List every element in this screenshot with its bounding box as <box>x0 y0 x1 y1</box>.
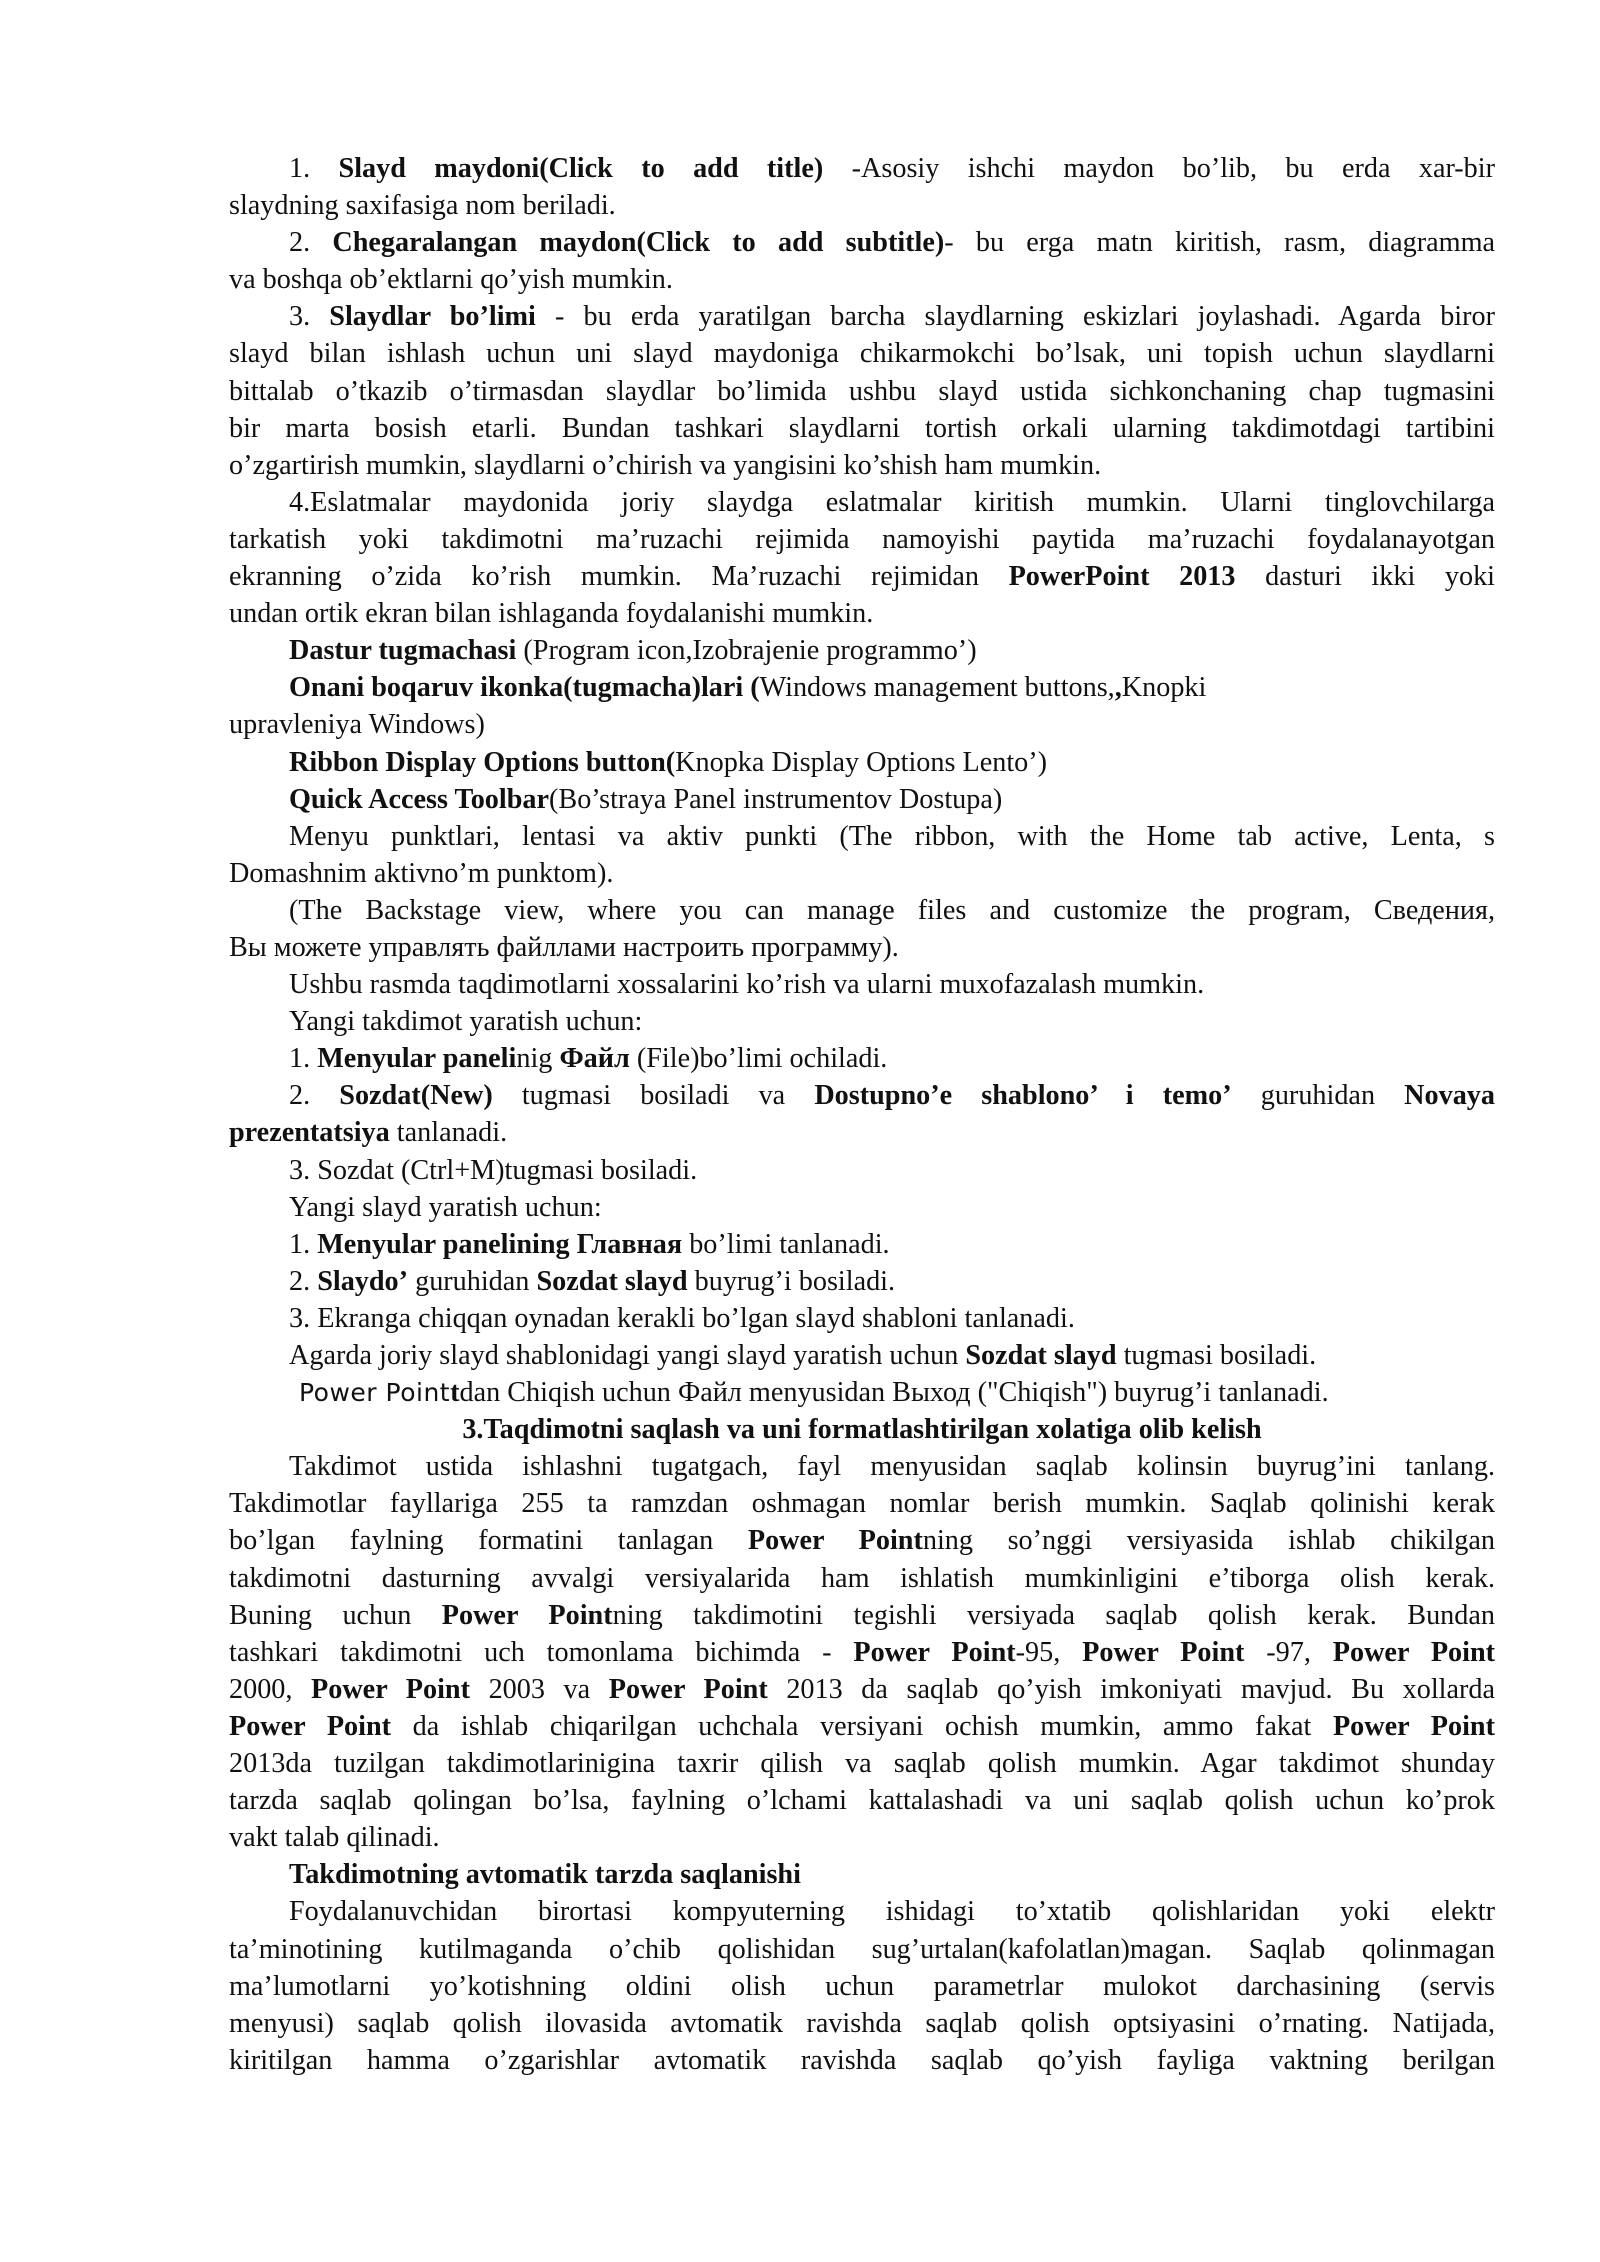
text-run: bo’limi tanlanadi. <box>682 1228 890 1260</box>
text-run: - bu erga matn kiritish, rasm, diagramma <box>944 227 1495 259</box>
section-3-line-4: takdimotni dasturning avvalgi versiyalarida ham ishlatish mumkinligini e’tiborga olish kerak. <box>229 1562 1495 1594</box>
new-presentation-step-2 <box>229 1077 1495 1114</box>
term-bold: Slayd maydoni(Click to add title) <box>338 153 824 184</box>
text-run: ning so’nggi versiyasida ishlab chikilgan <box>922 1525 1495 1557</box>
section-3-line-9: 2013da tuzilgan takdimotlarinigina taxrir qilish va saqlab qolish mumkin. Agar takdimot shunday <box>229 1748 1495 1780</box>
section-3-title <box>229 1411 1495 1448</box>
item-4-line-4: undan ortik ekran bilan ishlaganda foydalanishi mumkin. <box>229 598 874 630</box>
section-3-line-8 <box>229 1708 1495 1745</box>
new-slide-step-1 <box>229 1226 1495 1263</box>
term-bold: Sozdat slayd <box>965 1340 1117 1371</box>
window-buttons-cont: upravleniya Windows) <box>229 709 485 741</box>
autosave-heading <box>229 1856 1495 1893</box>
item-4-line-2: tarkatish yoki takdimotni ma’ruzachi rejimida namoyishi paytida ma’ruzachi foydalanayotgan <box>229 523 1495 555</box>
new-slide-note <box>229 1337 1495 1374</box>
text-run: Ekranga chiqqan oynadan kerakli bo’lgan slayd shabloni tanlanadi. <box>317 1302 1075 1334</box>
section-3-line-6 <box>229 1634 1495 1671</box>
section-3-line-1: Takdimot ustida ishlashni tugatgach, fayl menyusidan saqlab kolinsin buyrug’ini tanlang. <box>289 1451 1495 1483</box>
item-3-line-4: bir marta bosish etarli. Bundan tashkari slaydlarni tortish orkali ularning takdimotdagi tartibini <box>229 412 1495 444</box>
autosave-line-2: ta’minotining kutilmaganda o’chib qolishidan sug’urtalan(kafolatlan)magan. Saqlab qolinmagan <box>229 1933 1495 1965</box>
text-run: -97, <box>1244 1636 1333 1668</box>
term-bold: Chegaralangan maydon(Click to add subtitle) <box>332 227 945 259</box>
autosave-line-1: Foydalanuvchidan birortasi kompyuterning ishidagi to’xtatib qolishlaridan yoki elektr <box>289 1896 1495 1928</box>
text-run: guruhidan <box>408 1265 537 1297</box>
text-run: (Program icon,Izobrajenie programmo’) <box>516 635 977 667</box>
section-3-line-11: vakt talab qilinadi. <box>229 1822 440 1854</box>
term-bold: Power Point <box>1332 1636 1495 1668</box>
term-bold: Dostupno’e shablono’ i temo’ <box>814 1080 1232 1112</box>
item-number: 2. <box>289 227 311 259</box>
text-run: - bu erda yaratilgan barcha slaydlarning eskizlari joylashadi. Agarda biror <box>535 301 1495 333</box>
new-presentation-heading: Yangi takdimot yaratish uchun: <box>289 1006 643 1038</box>
term-bold: Power Point <box>1332 1710 1495 1742</box>
term-bold: Quick Access Toolbar <box>289 783 549 815</box>
text-run: dan Chiqish uchun Файл menyusidan Выход ("Chiqish") buyrug’i tanlanadi. <box>459 1377 1329 1409</box>
term-bold: Sozdat slayd <box>536 1265 688 1297</box>
text-run: 2003 va <box>470 1673 609 1705</box>
text-run: Knopki <box>1121 672 1207 704</box>
text-run: (Bo’straya Panel instrumentov Dostupa) <box>549 783 1003 815</box>
item-1-line-2: slaydning saxifasiga nom beriladi. <box>229 190 616 222</box>
new-presentation-step-1 <box>229 1040 1495 1077</box>
new-presentation-step-3 <box>229 1152 1495 1189</box>
text-run: 2013 da saqlab qo’yish imkoniyati mavjud. Bu xollarda <box>767 1673 1495 1705</box>
text-run: guruhidan <box>1231 1080 1405 1112</box>
menu-line-2: Domashnim aktivno’m punktom). <box>229 857 614 889</box>
term-bold: Power Point <box>853 1636 1016 1668</box>
item-number: 1. <box>289 153 311 184</box>
backstage-line-1: (The Backstage view, where you can manage files and customize the program, Сведения, <box>289 894 1495 926</box>
new-slide-step-3 <box>229 1300 1495 1337</box>
text-run: 2000, <box>229 1673 312 1705</box>
section-3-line-7 <box>229 1671 1495 1708</box>
ribbon-options-line <box>229 744 1495 781</box>
quick-access-line <box>229 781 1495 818</box>
new-slide-heading: Yangi slayd yaratish uchun: <box>289 1191 602 1223</box>
term-bold: , <box>1114 672 1122 704</box>
text-run: bo’lgan faylning formatini tanlagan <box>229 1525 748 1557</box>
text-run: tanlanadi. <box>389 1117 508 1149</box>
item-number: 3. <box>289 1154 311 1186</box>
item-3-line-5: o’zgartirish mumkin, slaydlarni o’chirish va yangisini ko’shish ham mumkin. <box>229 449 1102 481</box>
section-3-line-2: Takdimotlar fayllariga 255 ta ramzdan oshmagan nomlar berish mumkin. Saqlab qolinishi kerak <box>229 1488 1495 1520</box>
text-run: ekranning o’zida ko’rish mumkin. Ma’ruzachi rejimidan <box>229 561 1009 593</box>
text-run: nig <box>516 1043 560 1075</box>
text-run: Sozdat (Ctrl+M)tugmasi bosiladi. <box>317 1154 698 1186</box>
exit-line <box>229 1374 1495 1411</box>
term-bold: Power Point <box>229 1710 392 1742</box>
text-run: buyrug’i bosiladi. <box>687 1265 896 1297</box>
text-run: ning takdimotini tegishli versiyada saqlab qolish kerak. Bundan <box>612 1599 1495 1631</box>
window-buttons-line <box>229 669 1495 706</box>
autosave-line-3: ma’lumotlarni yo’kotishning oldini olish uchun parametrlar mulokot darchasining (servis <box>229 1970 1495 2002</box>
term-bold: Dastur tugmachasi <box>289 635 517 667</box>
text-run: Buning uchun <box>229 1599 442 1631</box>
autosave-line-4: menyusi) saqlab qolish ilovasida avtomatik ravishda saqlab qolish optsiyasini o’rnating. Natijada, <box>229 2007 1495 2039</box>
item-3-line-3: bittalab o’tkazib o’tirmasdan slaydlar bo’limida ushbu slayd ustida sichkonchaning chap tugmasini <box>229 375 1495 407</box>
item-1-line-1 <box>229 150 1495 187</box>
text-run: tashkari takdimotni uch tomonlama bichimda - <box>229 1636 854 1668</box>
item-3-line-2: slayd bilan ishlash uchun uni slayd maydoniga chikarmokchi bo’lsak, uni topish uchun slaydlarni <box>229 338 1495 370</box>
menu-line-1: Menyu punktlari, lentasi va aktiv punkti (The ribbon, with the Home tab active, Lenta, s <box>289 820 1495 852</box>
term-bold: Power Point <box>747 1525 923 1557</box>
term-bold: Power Point <box>441 1599 613 1631</box>
item-number: 3. <box>289 301 311 333</box>
section-3-line-10: tarzda saqlab qolingan bo’lsa, faylning o’lchami kattalashadi va uni saqlab qolish uchun ko’prok <box>229 1785 1495 1817</box>
item-number: 1. <box>289 1228 311 1260</box>
item-3-line-1 <box>229 298 1495 335</box>
section-subtitle: Takdimotning avtomatik tarzda saqlanishi <box>289 1859 801 1891</box>
text-run: -Asosiy ishchi maydon bo’lib, bu erda xar-bir <box>823 153 1495 184</box>
new-presentation-step-2-cont <box>229 1114 1495 1151</box>
term-bold: t <box>450 1377 460 1409</box>
term-bold: Файл <box>559 1043 630 1075</box>
term-bold: Sozdat(New) <box>339 1080 493 1112</box>
program-icon-line <box>229 632 1495 669</box>
term-bold: Novaya <box>1404 1080 1495 1112</box>
term-bold: Menyular paneli <box>317 1043 517 1075</box>
text-run: Agarda joriy slayd shablonidagi yangi slayd yaratish uchun <box>289 1340 966 1371</box>
term-bold: Onani boqaruv ikonka(tugmacha)lari ( <box>289 672 760 704</box>
text-run: Knopka Display Options Lento’) <box>675 746 1048 778</box>
term-bold: PowerPoint 2013 <box>1008 561 1236 593</box>
section-title: 3.Taqdimotni saqlash va uni formatlashtirilgan xolatiga olib kelish <box>462 1414 1262 1446</box>
term-bold: Slaydo’ <box>317 1265 409 1297</box>
document-page <box>229 150 1495 2079</box>
item-2-line-1 <box>229 224 1495 261</box>
new-slide-step-2 <box>229 1263 1495 1300</box>
term-bold: prezentatsiya <box>229 1117 390 1149</box>
section-3-line-5 <box>229 1597 1495 1634</box>
item-4-line-1: 4.Eslatmalar maydonida joriy slaydga eslatmalar kiritish mumkin. Ularni tinglovchilarga <box>289 486 1495 518</box>
text-run: da ishlab chiqarilgan uchchala versiyani ochish mumkin, ammo fakat <box>391 1710 1333 1742</box>
term-bold: Ribbon Display Options button( <box>289 746 676 778</box>
text-run: Windows management buttons, <box>759 672 1115 704</box>
text-run: dasturi ikki yoki <box>1235 561 1495 593</box>
text-run: Power Point <box>299 1378 451 1408</box>
term-bold: Slaydlar bo’limi <box>329 301 536 333</box>
term-bold: Power Point <box>1082 1636 1245 1668</box>
text-run: (File)bo’limi ochiladi. <box>629 1043 888 1075</box>
item-number: 2. <box>289 1265 311 1297</box>
item-number: 1. <box>289 1043 311 1075</box>
term-bold: Power Point <box>608 1673 768 1705</box>
section-3-line-3 <box>229 1522 1495 1559</box>
text-run: tugmasi bosiladi. <box>1116 1340 1317 1371</box>
item-number: 2. <box>289 1080 311 1112</box>
term-bold: Menyular panelining Главная <box>317 1228 683 1260</box>
item-number: 3. <box>289 1302 311 1334</box>
text-run: tugmasi bosiladi va <box>492 1080 815 1112</box>
text-run: -95, <box>1015 1636 1083 1668</box>
item-4-line-3 <box>229 558 1495 595</box>
term-bold: Power Point <box>311 1673 470 1705</box>
properties-line: Ushbu rasmda taqdimotlarni xossalarini ko’rish va ularni muxofazalash mumkin. <box>289 969 1205 1001</box>
backstage-line-2: Вы можете управлять файллами настроить программу). <box>229 931 899 963</box>
autosave-line-5: kiritilgan hamma o’zgarishlar avtomatik ravishda saqlab qo’yish fayliga vaktning berilgan <box>229 2044 1495 2076</box>
item-2-line-2: va boshqa ob’ektlarni qo’yish mumkin. <box>229 264 673 296</box>
